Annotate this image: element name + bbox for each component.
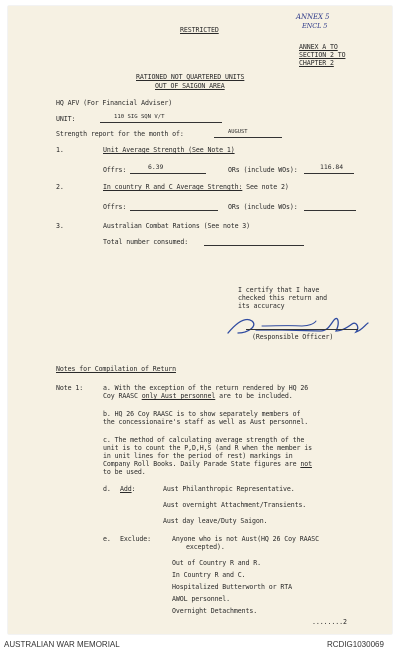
item-3-number: 3. <box>56 222 64 230</box>
offrs-field-line-2 <box>130 203 218 211</box>
item-2-title: In country R and C Average Strength: <box>103 183 243 191</box>
footer-record-id: RCDIG1030069 <box>327 640 384 649</box>
signature-line <box>246 328 358 330</box>
strength-label: Strength report for the month of: <box>56 130 184 138</box>
total-field-line <box>204 238 304 246</box>
unit-value: 110 SIG SQN V/T <box>114 114 165 120</box>
note-c-line-4 <box>103 460 312 468</box>
note-d-colon: : <box>131 485 136 493</box>
note-c-emphasis: not <box>300 460 312 468</box>
note-e-heading <box>120 535 151 543</box>
hq-line: HQ AFV (For Financial Adviser) <box>56 99 173 107</box>
note-c-line-5: to be used. <box>103 468 146 476</box>
handwritten-enclosure-number: ENCL 5 <box>302 22 328 30</box>
note-d-heading <box>120 485 135 493</box>
total-label: Total number consumed: <box>103 238 189 246</box>
month-value: AUGUST <box>228 129 248 135</box>
unit-label: UNIT: <box>56 115 76 123</box>
note-a-line-1: a. With the exception of the return rendered by HQ 26 <box>103 384 309 392</box>
responsible-officer-label: (Responsible Officer) <box>252 333 334 341</box>
certify-line-3: its accuracy <box>238 302 285 310</box>
offrs-label-1: Offrs: <box>103 166 127 174</box>
note-e-item-4: Hospitalized Butterworth or RTA <box>172 583 292 591</box>
footer-archive-name: AUSTRALIAN WAR MEMORIAL <box>4 640 120 649</box>
note-a-text: Coy RAASC <box>103 392 142 400</box>
notes-heading: Notes for Compilation of Return <box>56 365 176 373</box>
item-2-note: See note 2) <box>242 183 289 191</box>
note-e-item-2: Out of Country R and R. <box>172 559 262 567</box>
certify-line-1: I certify that I have <box>238 286 320 294</box>
document-subtitle: OUT OF SAIGON AREA <box>155 82 225 90</box>
ors-value-1: 116.84 <box>320 163 344 171</box>
note-e-label: e. <box>103 535 111 543</box>
note-e-exclude: Exclude <box>120 535 148 543</box>
annex-line-1: ANNEX A TO <box>299 43 338 51</box>
note-1-label: Note 1: <box>56 384 84 392</box>
note-a-line-2 <box>103 392 293 400</box>
note-e-item-1-cont: excepted). <box>186 543 225 551</box>
annex-line-2: SECTION 2 TO <box>299 51 346 59</box>
note-e-colon: : <box>147 535 151 543</box>
ors-label-1: ORs (include WOs): <box>228 166 298 174</box>
item-3-title: Australian Combat Rations (See note 3) <box>103 222 251 230</box>
note-b-line-2: the concessionaire's staff as well as Aust personnel. <box>103 418 309 426</box>
ors-label-2: ORs (include WOs): <box>228 203 298 211</box>
handwritten-annex-number: ANNEX 5 <box>296 13 330 21</box>
note-c-line-2: unit is to count the P,D,H,S (and R when the member is <box>103 444 312 452</box>
note-e-item-3: In Country R and C. <box>172 571 246 579</box>
note-e-item-1: Anyone who is not Aust(HQ 26 Coy RAASC <box>172 535 320 543</box>
note-d-add: Add <box>120 485 132 493</box>
item-2-title-row <box>103 183 289 191</box>
note-a-emphasis: only Aust personnel <box>141 392 216 400</box>
note-c-text: Company Roll Books. Daily Parade State figures are <box>103 460 301 468</box>
note-c-line-1: c. The method of calculating average strength of the <box>103 436 305 444</box>
note-c-line-3: in unit lines for the period of rest) markings in <box>103 452 293 460</box>
document-page <box>8 6 392 634</box>
note-d-item-3: Aust day leave/Duty Saigon. <box>163 517 268 525</box>
classification-label: RESTRICTED <box>180 26 219 34</box>
continuation-marker: ........2 <box>312 618 347 626</box>
month-field-line <box>214 130 282 138</box>
offrs-label-2: Offrs: <box>103 203 127 211</box>
note-e-item-5: AWOL personnel. <box>172 595 231 603</box>
offrs-field-line-1 <box>130 163 206 174</box>
note-a-text-end: are to be included. <box>215 392 293 400</box>
note-e-item-6: Overnight Detachments. <box>172 607 258 615</box>
offrs-value-1: 6.39 <box>148 163 164 171</box>
note-b-line-1: b. HQ 26 Coy RAASC is to show separately members of <box>103 410 301 418</box>
item-1-number: 1. <box>56 146 64 154</box>
note-d-item-1: Aust Philanthropic Representative. <box>163 485 295 493</box>
note-d-label: d. <box>103 485 111 493</box>
item-1-title: Unit Average Strength (See Note 1) <box>103 146 235 154</box>
item-2-number: 2. <box>56 183 64 191</box>
annex-line-3: CHAPTER 2 <box>299 59 334 67</box>
document-title: RATIONED NOT QUARTERED UNITS <box>136 73 245 81</box>
note-d-item-2: Aust overnight Attachment/Transients. <box>163 501 307 509</box>
certify-line-2: checked this return and <box>238 294 328 302</box>
ors-field-line-2 <box>304 203 356 211</box>
